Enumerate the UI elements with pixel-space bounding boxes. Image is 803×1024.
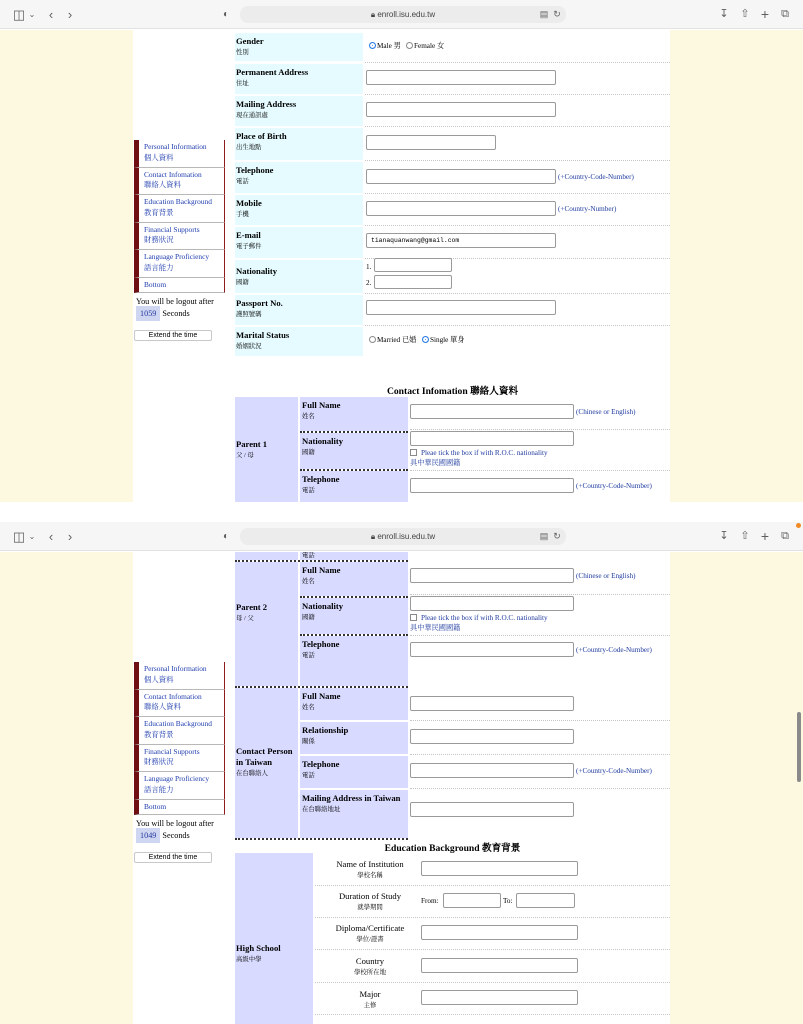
parent2-nationality-label: Nationality 國籍 (300, 598, 408, 634)
cut-group-label (235, 552, 298, 560)
tabs-icon[interactable]: ⧉ (781, 530, 789, 542)
nationality-label: Nationality 國籍 (235, 260, 363, 293)
permanent-address-input[interactable] (366, 70, 556, 85)
gender-male-radio[interactable]: Male 男 (369, 42, 401, 51)
row-divider (365, 126, 670, 127)
contact-section-title: Contact Infomation 聯絡人資料 (386, 386, 519, 397)
forward-arrow-icon[interactable]: › (67, 7, 73, 22)
row-divider (315, 982, 670, 983)
institution-input[interactable] (421, 861, 578, 876)
gender-female-radio[interactable]: Female 女 (406, 42, 444, 51)
parent1-telephone-label: Telephone 電話 (300, 471, 408, 502)
parent1-full-name-label: Full Name 姓名 (300, 397, 408, 431)
institution-label: Name of Institution 學校名稱 (336, 859, 404, 879)
sidebar-nav (134, 662, 225, 815)
back-arrow-icon[interactable]: ‹ (48, 529, 54, 544)
radio-selected-icon (422, 336, 429, 343)
forward-arrow-icon[interactable]: › (67, 529, 73, 544)
parent1-roc-checkbox[interactable]: Pleae tick the box if with R.O.C. nationality (410, 448, 548, 458)
parent2-telephone-hint: (+Country-Code-Number) (576, 646, 652, 654)
parent2-full-name-label: Full Name 姓名 (300, 562, 408, 596)
share-icon[interactable]: ⇧ (740, 530, 750, 542)
diploma-label: Diploma/Certificate 學位/證書 (335, 923, 405, 943)
sidebar-nav (134, 140, 225, 293)
parent1-nationality-input[interactable] (410, 431, 574, 446)
contact-relationship-label: Relationship 關係 (300, 722, 408, 754)
row-divider (410, 635, 670, 636)
major-input[interactable] (421, 990, 578, 1005)
radio-empty-icon (369, 336, 376, 343)
row-divider (410, 594, 670, 595)
parent1-full-name-input[interactable] (410, 404, 574, 419)
contact-relationship-input[interactable] (410, 729, 574, 744)
row-divider (365, 193, 670, 194)
browser-toolbar (0, 522, 803, 551)
gender-label: Gender 性別 (235, 33, 363, 61)
shield-icon[interactable]: ◐ (222, 531, 230, 542)
page-content (0, 552, 803, 1024)
row-divider (365, 325, 670, 326)
reload-icon[interactable]: ↻ (553, 9, 561, 19)
parent2-roc-checkbox[interactable]: Pleae tick the box if with R.O.C. nationality (410, 613, 548, 623)
mobile-hint: (+Country-Number) (558, 205, 617, 213)
nationality-input-1[interactable] (374, 258, 452, 272)
parent1-nationality-label: Nationality 國籍 (300, 433, 408, 469)
parent1-telephone-hint: (+Country-Code-Number) (576, 482, 652, 490)
scrollbar-thumb[interactable] (797, 712, 801, 782)
url-value: enroll.isu.edu.tw (377, 532, 436, 541)
duration-from-label: From: (421, 897, 439, 905)
nav-financial-supports[interactable]: Financial Supports 財務狀況 (134, 745, 225, 773)
parent2-roc-checkbox-zh: 具中華民國國籍 (410, 624, 461, 632)
parent2-nationality-input[interactable] (410, 596, 574, 611)
extend-time-button[interactable]: Extend the time (134, 330, 212, 341)
mailing-address-label: Mailing Address 現在通訊處 (235, 96, 363, 126)
lock-icon: 🔒︎ (370, 532, 378, 541)
nationality-input-2[interactable] (374, 275, 452, 289)
row-divider (410, 470, 670, 471)
high-school-label: High School 高級中學 (235, 853, 313, 1024)
parent2-full-name-input[interactable] (410, 568, 574, 583)
parent2-telephone-input[interactable] (410, 642, 574, 657)
reload-icon[interactable]: ↻ (553, 531, 561, 541)
screenshot-bottom (0, 522, 803, 1024)
row-divider (315, 917, 670, 918)
notification-dot (796, 523, 801, 528)
telephone-hint: (+Country-Code-Number) (558, 173, 634, 181)
education-section-title: Education Background 教育背景 (384, 843, 521, 854)
checkbox-icon (410, 449, 417, 456)
row-divider (410, 429, 670, 430)
duration-label: Duration of Study 就學期間 (338, 891, 402, 911)
contact-person-label: Contact Person in Taiwan 在台聯絡人 (235, 688, 298, 838)
url-value: enroll.isu.edu.tw (377, 10, 436, 19)
countdown-row (136, 828, 190, 843)
share-icon[interactable]: ⇧ (740, 8, 750, 20)
url-text (240, 6, 566, 23)
row-divider (365, 62, 670, 63)
parent2-full-name-hint: (Chinese or English) (576, 572, 636, 580)
nav-education-background[interactable]: Education Background 教育背景 (134, 195, 225, 223)
marital-single-radio[interactable]: Single 單身 (422, 336, 465, 345)
nav-financial-supports[interactable]: Financial Supports 財務狀況 (134, 223, 225, 251)
sidebar-icon[interactable]: ◫ (12, 7, 26, 22)
contact-telephone-input[interactable] (410, 763, 574, 778)
parent1-roc-checkbox-zh: 具中華民國國籍 (410, 459, 461, 467)
nav-bottom[interactable]: Bottom (134, 800, 225, 815)
seconds-label: Seconds (162, 831, 190, 840)
duration-to-input[interactable] (516, 893, 575, 908)
countdown-row (136, 306, 190, 321)
row-divider (410, 754, 670, 755)
nav-contact-information[interactable]: Contact Infomation 聯絡人資料 (134, 690, 225, 718)
countdown-value: 1059 (136, 306, 160, 321)
sidebar-icon[interactable]: ◫ (12, 529, 26, 544)
nav-personal-information[interactable]: Personal Information 個人資料 (134, 140, 225, 168)
chevron-down-icon[interactable]: ⌄ (28, 10, 36, 19)
chevron-down-icon[interactable]: ⌄ (28, 532, 36, 541)
url-text (240, 528, 566, 545)
parent2-telephone-label: Telephone 電話 (300, 636, 408, 686)
back-arrow-icon[interactable]: ‹ (48, 7, 54, 22)
row-divider (365, 94, 670, 95)
nav-education-background[interactable]: Education Background 教育背景 (134, 717, 225, 745)
diploma-input[interactable] (421, 925, 578, 940)
nav-language-proficiency[interactable]: Language Proficiency 語言能力 (134, 250, 225, 278)
nationality-number-1: 1. (366, 263, 372, 271)
nav-bottom[interactable]: Bottom (134, 278, 225, 293)
row-divider (315, 1014, 670, 1015)
telephone-label: Telephone 電話 (235, 162, 363, 193)
email-input[interactable]: tianaquanwang@gmail.com (366, 233, 556, 248)
nationality-number-2: 2. (366, 279, 372, 287)
duration-to-label: To: (503, 897, 513, 905)
row-divider (365, 160, 670, 161)
contact-full-name-input[interactable] (410, 696, 574, 711)
cut-row-label: 電話 (300, 552, 408, 560)
countdown-value: 1049 (136, 828, 160, 843)
tabs-icon[interactable]: ⧉ (781, 8, 789, 20)
marital-married-radio[interactable]: Married 已婚 (369, 336, 416, 345)
download-icon[interactable]: ↧ (719, 530, 729, 542)
seconds-label: Seconds (162, 309, 190, 318)
extend-time-button[interactable]: Extend the time (134, 852, 212, 863)
contact-mailing-input[interactable] (410, 802, 574, 817)
permanent-address-label: Permanent Address 住址 (235, 64, 363, 94)
telephone-input[interactable] (366, 169, 556, 184)
mobile-input[interactable] (366, 201, 556, 216)
url-bar[interactable] (240, 6, 566, 23)
new-tab-icon[interactable]: + (760, 528, 770, 544)
marital-status-label: Marital Status 婚姻狀況 (235, 327, 363, 356)
page-content (0, 30, 803, 502)
browser-toolbar (0, 0, 803, 29)
logout-notice: You will be logout after (136, 819, 214, 828)
screenshot-top (0, 0, 803, 502)
contact-telephone-label: Telephone 電話 (300, 756, 408, 788)
parent1-full-name-hint: (Chinese or English) (576, 408, 636, 416)
country-input[interactable] (421, 958, 578, 973)
row-divider (365, 225, 670, 226)
contact-mailing-label: Mailing Address in Taiwan 在台聯絡地址 (300, 790, 408, 838)
passport-label: Passport No. 護照號碼 (235, 295, 363, 325)
radio-selected-icon (369, 42, 376, 49)
url-bar[interactable] (240, 528, 566, 545)
row-divider (410, 720, 670, 721)
row-divider (365, 293, 670, 294)
contact-full-name-label: Full Name 姓名 (300, 688, 408, 720)
nav-personal-information[interactable]: Personal Information 個人資料 (134, 662, 225, 690)
place-of-birth-label: Place of Birth 出生地點 (235, 128, 363, 160)
parent1-telephone-input[interactable] (410, 478, 574, 493)
place-of-birth-input[interactable] (366, 135, 496, 150)
logout-notice: You will be logout after (136, 297, 214, 306)
row-divider (315, 949, 670, 950)
duration-from-input[interactable] (443, 893, 501, 908)
radio-empty-icon (406, 42, 413, 49)
translate-icon[interactable]: ▤ (539, 9, 549, 19)
mobile-label: Mobile 手機 (235, 195, 363, 225)
screenshot-gap (0, 502, 803, 522)
new-tab-icon[interactable]: + (760, 6, 770, 22)
parent1-label: Parent 1 父 / 母 (235, 397, 298, 502)
major-label: Major 主修 (359, 989, 381, 1009)
mailing-address-input[interactable] (366, 102, 556, 117)
email-label: E-mail 電子郵件 (235, 227, 363, 258)
parent2-label: Parent 2 母 / 父 (235, 562, 298, 686)
contact-telephone-hint: (+Country-Code-Number) (576, 767, 652, 775)
nav-contact-information[interactable]: Contact Infomation 聯絡人資料 (134, 168, 225, 196)
row-divider (315, 885, 670, 886)
translate-icon[interactable]: ▤ (539, 531, 549, 541)
passport-input[interactable] (366, 300, 556, 315)
lock-icon: 🔒︎ (370, 10, 378, 19)
checkbox-icon (410, 614, 417, 621)
download-icon[interactable]: ↧ (719, 8, 729, 20)
country-label: Country 學校所在地 (354, 956, 386, 976)
shield-icon[interactable]: ◐ (222, 9, 230, 20)
row-divider (410, 788, 670, 789)
nav-language-proficiency[interactable]: Language Proficiency 語言能力 (134, 772, 225, 800)
